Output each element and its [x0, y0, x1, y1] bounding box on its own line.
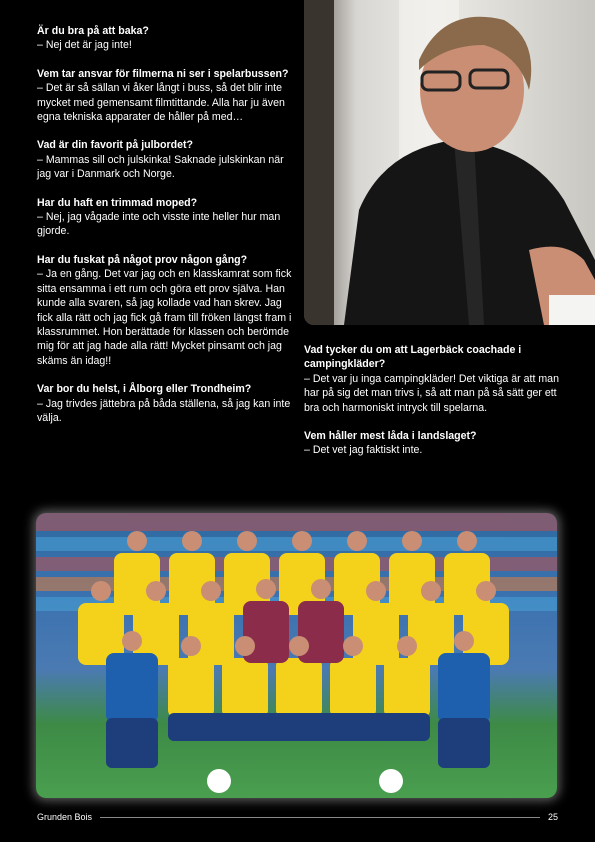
question: Vad är din favorit på julbordet? [37, 139, 193, 152]
footer-rule [100, 817, 540, 818]
answer: – Mammas sill och julskinka! Saknade julskinkan när jag var i Danmark och Norge. [37, 153, 284, 181]
answer: – Ja en gång. Det var jag och en klasskamrat som fick sitta ensamma i ett rum och göra ett prov själva. Han kunde alla svaren, så jag kollade vad han skrev. Jag fick alla rätt och jag fick gå fram till fröken längst fram i klassrummet. Hon berättade för klassen och berömde mig för att jag hade alla rätt! Mycket pinsamt och jag skäms än idag!! [37, 268, 292, 367]
team-illustration [36, 513, 557, 798]
portrait-illustration [304, 0, 595, 325]
qa-block [37, 67, 299, 125]
qa-block [37, 382, 299, 425]
qa-block [304, 429, 566, 458]
answer: – Nej, jag vågade inte och visste inte heller hur man gjorde. [37, 211, 281, 238]
page-number: 25 [547, 812, 558, 822]
answer: – Det var ju inga campingkläder! Det viktiga är att man har på sig det man trivs i, så att man på så sätt ger ett bra och harmoniskt intryck till spelarna. [304, 372, 559, 414]
question: Har du haft en trimmad moped? [37, 196, 198, 209]
question: Vem håller mest låda i landslaget? [304, 430, 477, 443]
question: Är du bra på att baka? [37, 25, 149, 37]
qa-block [304, 343, 566, 415]
interview-left-column [37, 24, 299, 439]
question: Var bor du helst, i Ålborg eller Trondheim? [37, 383, 252, 396]
answer: – Jag trivdes jättebra på båda ställena, så jag kan inte välja. [37, 397, 291, 424]
qa-block [37, 196, 299, 239]
interview-right-column [304, 343, 566, 472]
question: Har du fuskat på något prov någon gång? [37, 253, 248, 266]
qa-block [37, 138, 299, 181]
qa-block [37, 253, 299, 368]
qa-block [37, 24, 299, 53]
answer: – Det vet jag faktiskt inte. [304, 444, 423, 457]
portrait-photo [304, 0, 595, 325]
publication-name: Grunden Bois [37, 812, 93, 822]
answer: – Det är så sällan vi åker långt i buss, så det blir inte mycket med gemensamt filmtittande. Alla har ju även egna tekniska apparater de håller på med… [37, 82, 285, 124]
question: Vad tycker du om att Lagerbäck coachade i campingkläder? [304, 344, 522, 371]
page-footer [37, 812, 558, 822]
team-photo [36, 513, 557, 798]
answer: – Nej det är jag inte! [37, 39, 132, 52]
question: Vem tar ansvar för filmerna ni ser i spelarbussen? [37, 67, 289, 80]
